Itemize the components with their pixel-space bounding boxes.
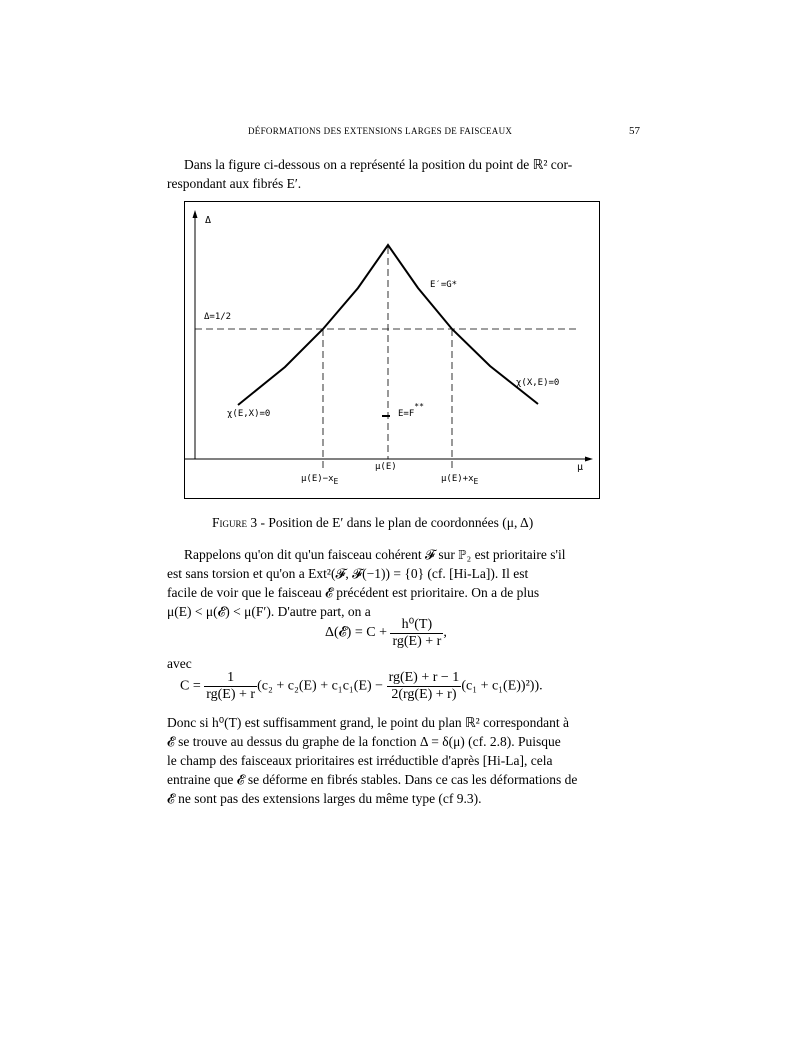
- y-axis-label: Δ: [205, 215, 212, 226]
- equation-delta: Δ(𝓔) = C + $\frac{\text{h⁰(T)}}{rg(E) + r}$ ,: [325, 617, 447, 649]
- e-f-label: E=F**: [398, 402, 424, 419]
- page-number: 57: [629, 125, 640, 137]
- x-axis-label: μ: [577, 462, 584, 473]
- eq1-fraction: $\frac{\text{h⁰(T)}}{rg(E) + r}$: [392, 617, 442, 649]
- figure-caption: [212, 515, 533, 531]
- eq2-end: (c₁ + c₁(E))²)).: [461, 678, 543, 694]
- delta-half-label: Δ=1/2: [204, 312, 232, 322]
- figure-frame: [184, 201, 600, 499]
- equation-c: [180, 670, 543, 703]
- eq2-middle: (c₂ + c₂(E) + c₁c₁(E) −: [257, 678, 384, 694]
- mu-plus-label: μ(E)+xE: [441, 474, 479, 486]
- eq1-lhs: Δ(𝓔) = C +: [325, 625, 387, 641]
- running-header-title: DÉFORMATIONS DES EXTENSIONS LARGES DE FAISCEAUX: [248, 126, 513, 136]
- p1-line-1: Rappelons qu'on dit qu'un faisceau cohérent 𝓕 sur ℙ₂ est prioritaire s'il: [184, 547, 566, 562]
- p1-line-4: μ(E) < μ(𝓔) < μ(F′). D'autre part, on a: [167, 604, 371, 619]
- mu-minus-label: μ(E)−xE: [301, 474, 339, 486]
- p2-line-4: entraine que 𝓔 se déforme en fibrés stables. Dans ce cas les déformations de: [167, 772, 578, 787]
- intro-line-2: respondant aux fibrés E′.: [167, 176, 302, 191]
- caption-label: Figure 3: [212, 515, 258, 530]
- avec-word: avec: [167, 656, 192, 671]
- caption-text: - Position de E′ dans le plan de coordonnées (μ, Δ): [257, 515, 534, 530]
- x-axis-arrow: [585, 457, 593, 462]
- p1-line-2: est sans torsion et qu'on a Ext²(𝓕, 𝓕(−1)) = {0} (cf. [Hi-La]). Il est: [167, 566, 529, 581]
- chi-xe-label: χ(X,E)=0: [516, 378, 560, 388]
- mu-e-label: μ(E): [375, 462, 397, 472]
- eq2-fraction-2: $\frac{rg(E) + r - 1}{2(rg(E) + r)}$: [388, 670, 460, 702]
- figure-diagram: [185, 202, 599, 498]
- eq2-lhs: C =: [180, 678, 201, 694]
- p2-line-3: le champ des faisceaux prioritaires est irréductible d'après [Hi-La], cela: [167, 753, 553, 768]
- p2-line-2: 𝓔 se trouve au dessus du graphe de la fonction Δ = δ(μ) (cf. 2.8). Puisque: [167, 734, 561, 749]
- y-axis-arrow: [193, 210, 198, 218]
- eq2-fraction-1: $\frac{1}{rg(E) + r}$: [206, 670, 256, 702]
- p2-line-1: Donc si h⁰(T) est suffisamment grand, le point du plan ℝ² correspondant à: [167, 715, 569, 730]
- intro-line-1: Dans la figure ci-dessous on a représenté la position du point de ℝ² cor-: [184, 157, 573, 172]
- p1-line-3: facile de voir que le faisceau 𝓔 précédent est prioritaire. On a de plus: [167, 585, 540, 600]
- e-prime-g-label: E′=G*: [430, 280, 458, 290]
- p2-line-5: 𝓔 ne sont pas des extensions larges du même type (cf 9.3).: [167, 791, 482, 806]
- chi-ex-label: χ(E,X)=0: [227, 409, 271, 419]
